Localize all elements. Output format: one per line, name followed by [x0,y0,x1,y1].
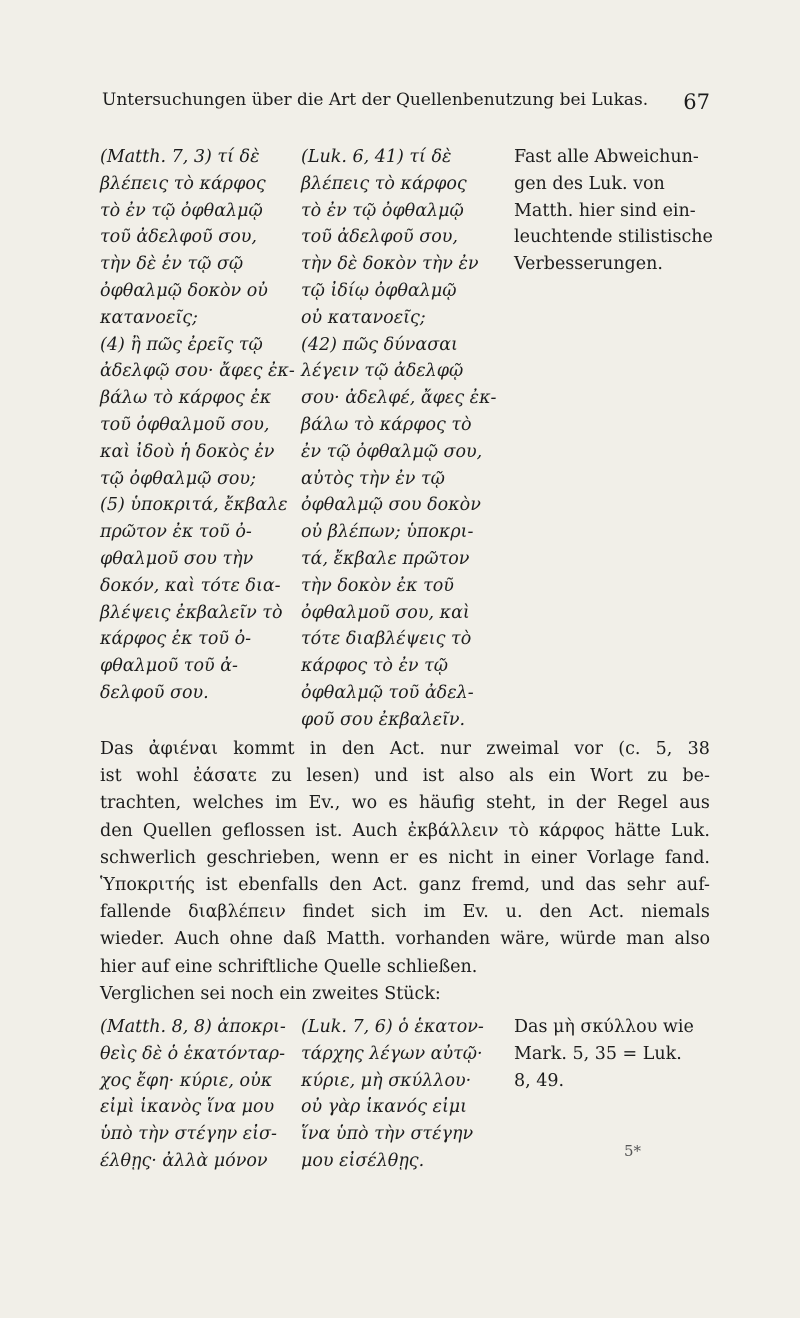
text-line: ὀφθαλμῷ τοῦ ἀδελ- [301,682,474,703]
text-line: wieder. Auch ohne daß Matth. vorhanden wäre, würde man also [100,929,710,950]
text-line: οὐ βλέπων; ὑποκρι- [301,522,474,543]
text-line: ist wohl ἐάσατε zu lesen) und ist also als ein Wort zu be- [100,766,710,787]
text-line: den Quellen geflossen ist. Auch ἐκβάλλειν τὸ κάρφος hätte Luk. [100,820,710,841]
text-line: οὐ κατανοεῖς; [301,307,426,328]
text-line: ἀδελφῷ σου· ἄφες ἐκ- [100,361,295,382]
text-line: Verglichen sei noch ein zweites Stück: [100,983,441,1004]
running-title: Untersuchungen über die Art der Quellenbenutzung bei Lukas. [102,90,649,110]
text-line: κατανοεῖς; [100,307,198,328]
text-line: βλέπεις τὸ κάρφος [100,173,266,194]
text-line: (42) πῶς δύνασαι [301,334,458,355]
text-line: (Luk. 6, 41) τί δὲ [301,147,452,167]
text-line: τῷ ὀφθαλμῷ σου; [100,468,256,489]
text-line: τὴν δὲ ἐν τῷ σῷ [100,254,244,275]
text-line: δοκόν, καὶ τότε δια- [100,575,281,596]
text-line: τῷ ἰδίῳ ὀφθαλμῷ [301,280,457,301]
text-line: φθαλμοῦ τοῦ ἀ- [100,656,238,677]
text-line: εἰμὶ ἱκανὸς ἵνα μου [100,1097,275,1118]
luke-column-1 [301,144,506,734]
text-line: μου εἰσέλθῃς. [301,1150,425,1171]
text-line: Das ἀφιέναι kommt in den Act. nur zweimal vor (c. 5, 38 [100,739,710,759]
text-line: τὴν δοκὸν ἐκ τοῦ [301,575,454,596]
text-line: leuchtende stilistische [514,227,713,248]
text-line: χος ἔφη· κύριε, οὐκ [100,1070,273,1091]
note-column-2 [514,1014,719,1094]
running-header [102,86,710,118]
text-line: βλέπεις τὸ κάρφος [301,173,467,194]
text-line: gen des Luk. von [514,173,665,194]
text-line: θεὶς δὲ ὁ ἑκατόνταρ- [100,1043,285,1064]
text-line: πρῶτον ἐκ τοῦ ὀ- [100,522,252,543]
text-line: ὑπὸ τὴν στέγην εἰσ- [100,1124,277,1145]
text-line: 8, 49. [514,1070,565,1091]
text-line: τὴν δὲ δοκὸν τὴν ἐν [301,254,479,275]
note-column-1 [514,144,719,278]
text-line: τοῦ ὀφθαλμοῦ σου, [100,414,270,435]
matthew-column-2 [100,1014,295,1175]
text-line: κάρφος τὸ ἐν τῷ [301,656,449,677]
text-line: τοῦ ἀδελφοῦ σου, [301,227,458,248]
text-line: Verbesserungen. [514,254,663,275]
text-line: τὸ ἐν τῷ ὀφθαλμῷ [100,200,263,221]
text-line: φθαλμοῦ σου τὴν [100,548,254,569]
body-paragraph [100,736,710,1008]
text-line: Mark. 5, 35 = Luk. [514,1043,682,1064]
text-line: τάρχης λέγων αὐτῷ· [301,1043,483,1064]
text-line: Matth. hier sind ein- [514,200,696,221]
text-line: ὀφθαλμοῦ σου, καὶ [301,602,470,623]
text-line: ἐν τῷ ὀφθαλμῷ σου, [301,441,483,462]
text-line: βλέψεις ἐκβαλεῖν τὸ [100,602,283,623]
text-line: κύριε, μὴ σκύλλου· [301,1070,472,1091]
luke-column-2 [301,1014,506,1175]
text-line: schwerlich geschrieben, wenn er es nicht in einer Vorlage fand. [100,847,710,868]
text-line: λέγειν τῷ ἀδελφῷ [301,361,464,382]
text-line: βάλω τὸ κάρφος ἐκ [100,388,272,409]
text-line: (5) ὑποκριτά, ἔκβαλε [100,495,288,516]
text-line: (Matth. 7, 3) τί δὲ [100,147,260,167]
text-line: (Luk. 7, 6) ὁ ἑκατον- [301,1017,484,1037]
text-line: Fast alle Abweichun- [514,147,699,167]
signature-mark: 5* [624,1142,642,1160]
text-line: fallende διαβλέπειν findet sich im Ev. u. den Act. niemals [100,902,710,923]
text-line: ὀφθαλμῷ δοκὸν οὐ [100,280,268,301]
text-line: δελφοῦ σου. [100,682,209,703]
text-line: Ὑποκριτής ist ebenfalls den Act. ganz fremd, und das sehr auf- [100,874,710,895]
text-line: καὶ ἰδοὺ ἡ δοκὸς ἐν [100,441,275,462]
text-line: τοῦ ἀδελφοῦ σου, [100,227,257,248]
text-line: τά, ἔκβαλε πρῶτον [301,548,470,569]
text-line: ὀφθαλμῷ σου δοκὸν [301,495,481,516]
text-line: τότε διαβλέψεις τὸ [301,629,472,650]
text-line: βάλω τὸ κάρφος τὸ [301,414,472,435]
text-line: αὐτὸς τὴν ἐν τῷ [301,468,445,489]
text-line: οὐ γὰρ ἱκανός εἰμι [301,1097,468,1118]
matthew-column-1 [100,144,295,707]
text-line: κάρφος ἐκ τοῦ ὀ- [100,629,252,650]
text-line: ἵνα ὑπὸ τὴν στέγην [301,1124,474,1145]
text-line: hier auf eine schriftliche Quelle schließen. [100,956,478,977]
text-line: (4) ἢ πῶς ἐρεῖς τῷ [100,334,263,355]
text-line: έλθῃς· ἀλλὰ μόνον [100,1150,268,1171]
text-line: σου· ἀδελφέ, ἄφες ἐκ- [301,388,497,409]
text-line: τὸ ἐν τῷ ὀφθαλμῷ [301,200,464,221]
text-line: (Matth. 8, 8) ἀποκρι- [100,1017,286,1037]
text-line: trachten, welches im Ev., wo es häufig steht, in der Regel aus [100,793,710,814]
page-number: 67 [683,90,710,114]
text-line: Das μὴ σκύλλου wie [514,1017,694,1037]
text-line: φοῦ σου ἐκβαλεῖν. [301,709,466,730]
